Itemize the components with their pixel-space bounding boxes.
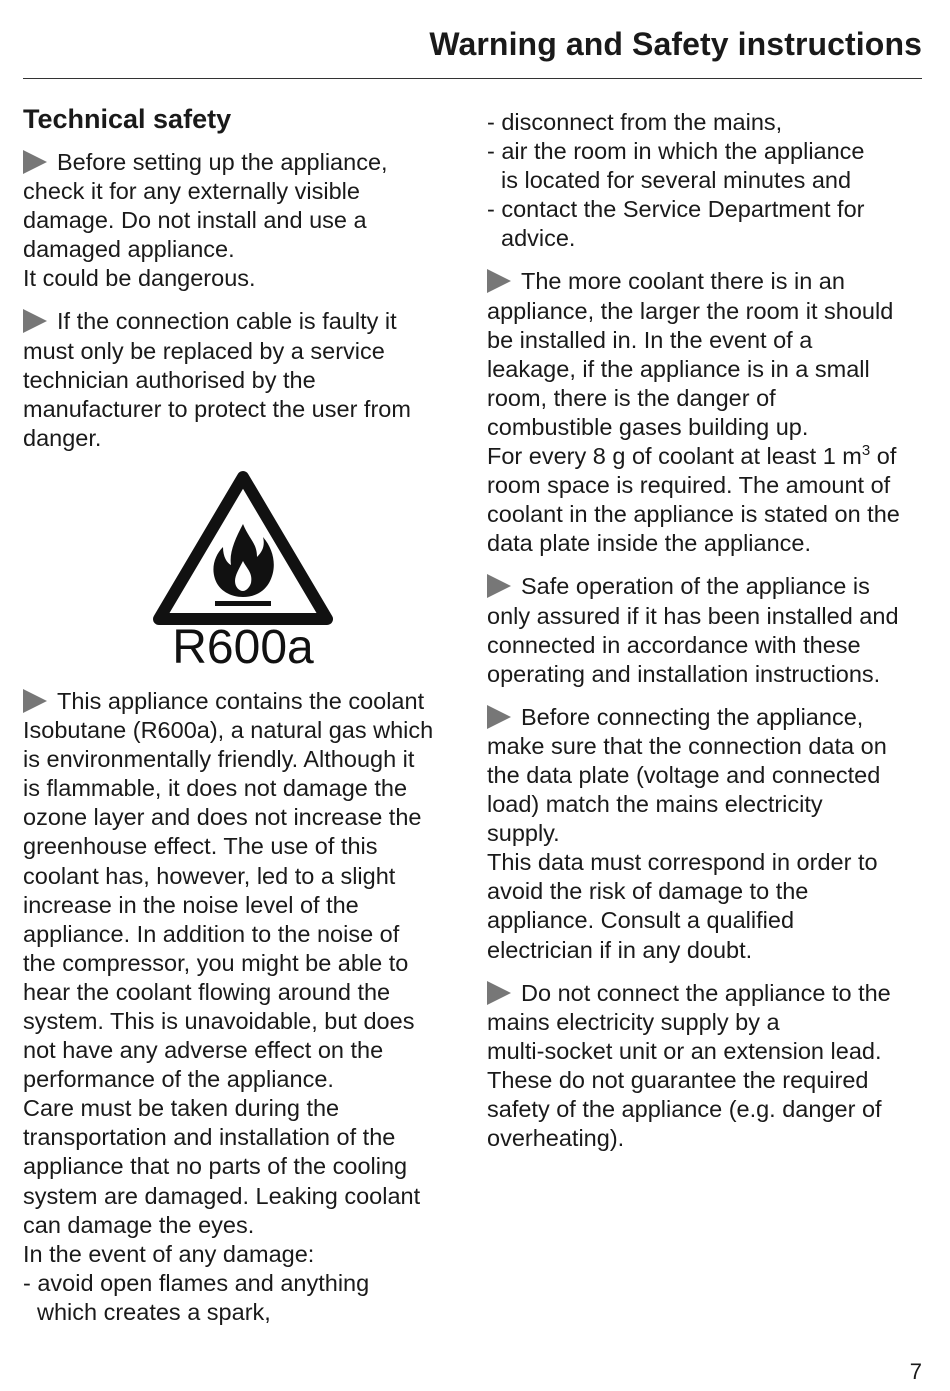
paragraph-connection-cable: If the connection cable is faulty it must only be replaced by a service technician authorised by the manufacturer to protect the user from danger. [23,308,411,451]
left-column [23,102,463,1341]
bullet-arrow-icon [23,309,47,333]
bullet-arrow-icon [487,574,511,598]
bullet-arrow-icon [23,689,47,713]
paragraph-connection-data: Before connecting the appliance, make sure that the connection data on the data plate (voltage and connected load) match the mains electricity supply. This data must correspond in order to avoid the risk of damage to the appliance. Consult a qualified electrician if in any doubt. [487,703,887,963]
page-header [23,22,922,79]
r600a-symbol [23,469,463,673]
right-column [487,108,927,1167]
paragraph-damage-steps: - disconnect from the mains, - air the room in which the appliance is located for several minutes and - contact the Service Department for advice. [487,109,865,252]
paragraph-coolant-info: This appliance contains the coolant Isobutane (R600a), a natural gas which is environmentally friendly. Although it is flammable, it does not damage the ozone layer and does not increase the greenhouse effect. The use of this coolant has, however, led to a slight increase in the noise level of the appliance. In addition to the noise of the compressor, you might be able to hear the coolant flowing around the system. This is unavoidable, but does not have any adverse effect on the performance of the appliance. Care must be taken during the transportation and installation of the appliance that no parts of the cooling system are damaged. Leaking coolant can damage the eyes. In the event of any damage: - avoid open flames and anything which creates a spark, [23,687,434,1325]
page-number: 7 [909,1359,922,1384]
flammable-warning-triangle-icon [153,469,333,629]
paragraph-safe-operation: Safe operation of the appliance is only assured if it has been installed and connected in accordance with these operating and installation instructions. [487,573,899,687]
section-title: Technical safety [23,104,232,134]
page-title: Warning and Safety instructions [429,26,922,62]
paragraph-multi-socket: Do not connect the appliance to the mains electricity supply by a multi-socket unit or an extension lead. These do not guarantee the required safety of the appliance (e.g. danger of overheating). [487,979,891,1152]
bullet-arrow-icon [487,981,511,1005]
bullet-arrow-icon [487,705,511,729]
paragraph-room-size: The more coolant there is in an appliance, the larger the room it should be installed in. In the event of a leakage, if the appliance is in a small room, there is the danger of combustible gases building up. For every 8 g of coolant at least 1 $m^3$ of room space is required. The amount of coolant in the appliance is stated on the data plate inside the appliance. [487,268,900,557]
bullet-arrow-icon [487,269,511,293]
coolant-symbol-label: R600a [172,620,314,674]
paragraph-setup-check: Before setting up the appliance, check it for any externally visible damage. Do not install and use a damaged appliance. It could be dangerous. [23,149,388,292]
bullet-arrow-icon [23,150,47,174]
